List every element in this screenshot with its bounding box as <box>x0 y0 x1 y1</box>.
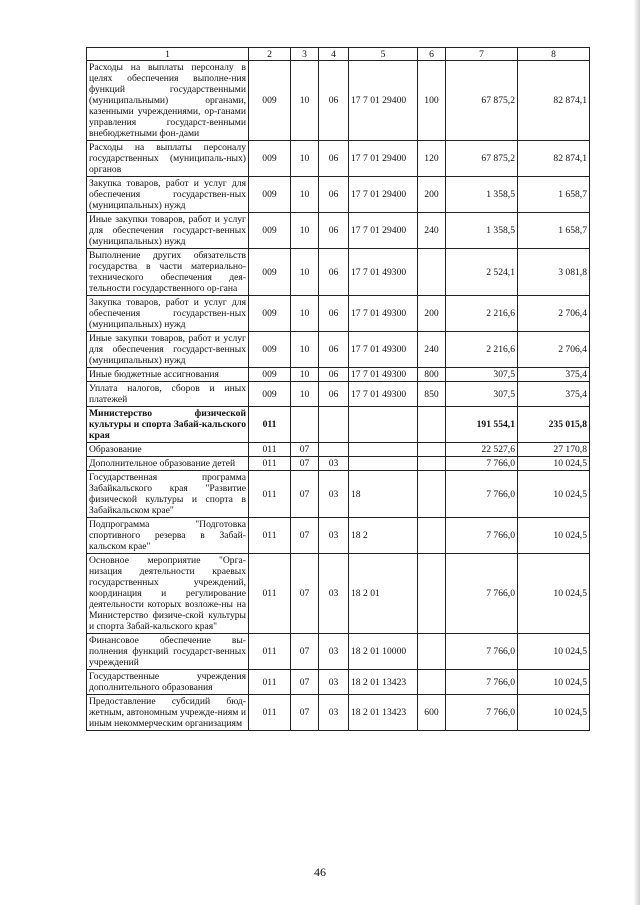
ministry-code-cell: 011 <box>249 457 291 471</box>
table-row <box>87 670 590 695</box>
header-cell: 7 <box>446 48 518 61</box>
section-cell: 10 <box>291 368 319 382</box>
table-row <box>87 695 590 731</box>
header-row <box>87 48 590 61</box>
target-article-cell <box>349 407 418 443</box>
section-cell: 07 <box>291 554 319 634</box>
row-name-cell: Основное мероприятие "Орга-низация деятельности краевых государственных учреждений, координация и регулирование деятельности которых возложе-ны на Министерство физиче-ской культуры и спорта Забай-кальского края" <box>87 554 249 634</box>
expense-type-cell <box>418 670 446 695</box>
row-name-cell: Государственная программа Забайкальского края "Развитие физической культуры и спорта в Забайкальском крае" <box>87 471 249 518</box>
amount-year2-cell: 82 874,1 <box>518 61 590 141</box>
amount-year2-cell: 375,4 <box>518 382 590 407</box>
section-cell: 10 <box>291 332 319 368</box>
expense-type-cell <box>418 471 446 518</box>
ministry-code-cell: 011 <box>249 695 291 731</box>
expense-type-cell: 240 <box>418 332 446 368</box>
target-article-cell: 17 7 01 49300 <box>349 332 418 368</box>
amount-year1-cell: 7 766,0 <box>446 695 518 731</box>
header-cell: 6 <box>418 48 446 61</box>
section-cell: 10 <box>291 213 319 249</box>
expense-type-cell <box>418 457 446 471</box>
amount-year2-cell: 235 015,8 <box>518 407 590 443</box>
ministry-code-cell: 009 <box>249 296 291 332</box>
amount-year1-cell: 307,5 <box>446 368 518 382</box>
subsection-cell: 03 <box>319 554 349 634</box>
table-row <box>87 554 590 634</box>
amount-year1-cell: 7 766,0 <box>446 457 518 471</box>
row-name-cell: Предоставление субсидий бюд-жетным, автономным учрежде-ниям и иным некоммерческим организациям <box>87 695 249 731</box>
amount-year1-cell: 22 527,6 <box>446 443 518 457</box>
subsection-cell: 06 <box>319 61 349 141</box>
table-row <box>87 249 590 296</box>
amount-year1-cell: 67 875,2 <box>446 141 518 177</box>
section-cell: 10 <box>291 141 319 177</box>
amount-year2-cell: 10 024,5 <box>518 634 590 670</box>
target-article-cell: 17 7 01 29400 <box>349 141 418 177</box>
page-number: 46 <box>314 865 326 879</box>
subsection-cell: 03 <box>319 695 349 731</box>
section-cell: 07 <box>291 443 319 457</box>
expense-type-cell <box>418 518 446 554</box>
expense-type-cell: 600 <box>418 695 446 731</box>
section-cell: 07 <box>291 457 319 471</box>
section-cell: 07 <box>291 695 319 731</box>
amount-year2-cell: 10 024,5 <box>518 695 590 731</box>
table-row <box>87 296 590 332</box>
amount-year1-cell: 7 766,0 <box>446 471 518 518</box>
expense-type-cell: 200 <box>418 296 446 332</box>
amount-year1-cell: 307,5 <box>446 382 518 407</box>
target-article-cell: 18 2 01 13423 <box>349 695 418 731</box>
target-article-cell: 17 7 01 49300 <box>349 382 418 407</box>
target-article-cell: 18 2 01 10000 <box>349 634 418 670</box>
table-row <box>87 443 590 457</box>
ministry-code-cell: 011 <box>249 634 291 670</box>
subsection-cell: 03 <box>319 518 349 554</box>
row-name-cell: Государственные учреждения дополнительного образования <box>87 670 249 695</box>
target-article-cell: 18 2 01 <box>349 554 418 634</box>
amount-year1-cell: 191 554,1 <box>446 407 518 443</box>
amount-year2-cell: 10 024,5 <box>518 518 590 554</box>
amount-year1-cell: 1 358,5 <box>446 213 518 249</box>
section-cell: 10 <box>291 177 319 213</box>
amount-year1-cell: 1 358,5 <box>446 177 518 213</box>
row-name-cell: Расходы на выплаты персоналу государственных (муниципаль-ных) органов <box>87 141 249 177</box>
section-cell <box>291 407 319 443</box>
amount-year2-cell: 10 024,5 <box>518 670 590 695</box>
ministry-code-cell: 009 <box>249 368 291 382</box>
subsection-cell: 06 <box>319 296 349 332</box>
table-row <box>87 457 590 471</box>
expense-type-cell <box>418 407 446 443</box>
table-row <box>87 141 590 177</box>
expense-type-cell: 120 <box>418 141 446 177</box>
ministry-code-cell: 011 <box>249 471 291 518</box>
ministry-code-cell: 009 <box>249 332 291 368</box>
row-name-cell: Закупка товаров, работ и услуг для обеспечения государствен-ных (муниципальных) нужд <box>87 177 249 213</box>
ministry-code-cell: 009 <box>249 213 291 249</box>
row-name-cell: Дополнительное образование детей <box>87 457 249 471</box>
amount-year1-cell: 2 216,6 <box>446 332 518 368</box>
expense-type-cell: 850 <box>418 382 446 407</box>
table-row <box>87 518 590 554</box>
amount-year1-cell: 7 766,0 <box>446 554 518 634</box>
target-article-cell: 17 7 01 49300 <box>349 368 418 382</box>
row-name-cell: Закупка товаров, работ и услуг для обеспечения государствен-ных (муниципальных) нужд <box>87 296 249 332</box>
row-name-cell: Образование <box>87 443 249 457</box>
row-name-cell: Расходы на выплаты персоналу в целях обеспечения выполне-ния функций государственными (муниципальными) органами, казенными учреждениями, ор-ганами управления государст-венными внебюджетными фон-дами <box>87 61 249 141</box>
section-cell: 07 <box>291 634 319 670</box>
row-name-cell: Министерство физической культуры и спорта Забай-кальского края <box>87 407 249 443</box>
amount-year2-cell: 1 658,7 <box>518 177 590 213</box>
subsection-cell: 03 <box>319 471 349 518</box>
header-cell: 2 <box>249 48 291 61</box>
target-article-cell <box>349 443 418 457</box>
target-article-cell: 17 7 01 29400 <box>349 61 418 141</box>
target-article-cell: 17 7 01 29400 <box>349 177 418 213</box>
amount-year2-cell: 3 081,8 <box>518 249 590 296</box>
expense-type-cell <box>418 443 446 457</box>
subsection-cell: 06 <box>319 382 349 407</box>
amount-year2-cell: 2 706,4 <box>518 332 590 368</box>
ministry-code-cell: 011 <box>249 443 291 457</box>
amount-year2-cell: 10 024,5 <box>518 457 590 471</box>
target-article-cell: 18 <box>349 471 418 518</box>
target-article-cell: 17 7 01 29400 <box>349 213 418 249</box>
amount-year2-cell: 375,4 <box>518 368 590 382</box>
section-cell: 07 <box>291 471 319 518</box>
section-cell: 10 <box>291 296 319 332</box>
budget-table <box>86 47 590 731</box>
expense-type-cell <box>418 249 446 296</box>
ministry-code-cell: 009 <box>249 382 291 407</box>
amount-year1-cell: 7 766,0 <box>446 670 518 695</box>
target-article-cell <box>349 457 418 471</box>
target-article-cell: 18 2 <box>349 518 418 554</box>
table-body <box>87 61 590 731</box>
subsection-cell: 06 <box>319 368 349 382</box>
subsection-cell: 06 <box>319 249 349 296</box>
expense-type-cell: 240 <box>418 213 446 249</box>
table-row <box>87 332 590 368</box>
scan-page-edge <box>634 0 640 905</box>
section-cell: 10 <box>291 382 319 407</box>
amount-year2-cell: 2 706,4 <box>518 296 590 332</box>
expense-type-cell <box>418 554 446 634</box>
row-name-cell: Финансовое обеспечение вы-полнения функций государст-венных учреждений <box>87 634 249 670</box>
subsection-cell: 06 <box>319 177 349 213</box>
section-cell: 10 <box>291 61 319 141</box>
table-row <box>87 368 590 382</box>
amount-year1-cell: 2 216,6 <box>446 296 518 332</box>
subsection-cell <box>319 407 349 443</box>
amount-year1-cell: 7 766,0 <box>446 634 518 670</box>
ministry-code-cell: 011 <box>249 670 291 695</box>
amount-year1-cell: 67 875,2 <box>446 61 518 141</box>
target-article-cell: 18 2 01 13423 <box>349 670 418 695</box>
table-row <box>87 213 590 249</box>
subsection-cell <box>319 443 349 457</box>
amount-year2-cell: 10 024,5 <box>518 554 590 634</box>
ministry-code-cell: 009 <box>249 177 291 213</box>
ministry-code-cell: 009 <box>249 141 291 177</box>
subsection-cell: 03 <box>319 670 349 695</box>
subsection-cell: 03 <box>319 634 349 670</box>
section-cell: 10 <box>291 249 319 296</box>
ministry-code-cell: 011 <box>249 554 291 634</box>
subsection-cell: 06 <box>319 332 349 368</box>
section-cell: 07 <box>291 518 319 554</box>
expense-type-cell <box>418 634 446 670</box>
ministry-code-cell: 011 <box>249 518 291 554</box>
table-row <box>87 61 590 141</box>
table-row <box>87 382 590 407</box>
amount-year1-cell: 7 766,0 <box>446 518 518 554</box>
header-cell: 5 <box>349 48 418 61</box>
header-cell: 8 <box>518 48 590 61</box>
table-row <box>87 177 590 213</box>
amount-year2-cell: 10 024,5 <box>518 471 590 518</box>
table-row <box>87 471 590 518</box>
row-name-cell: Иные закупки товаров, работ и услуг для обеспечения государст-венных (муниципальных) нужд <box>87 332 249 368</box>
header-cell: 4 <box>319 48 349 61</box>
row-name-cell: Подпрограмма "Подготовка спортивного резерва в Забай-кальском крае" <box>87 518 249 554</box>
row-name-cell: Выполнение других обязательств государства в части материально-технического обеспечения дея-тельности государственного ор-гана <box>87 249 249 296</box>
subsection-cell: 06 <box>319 141 349 177</box>
table-row <box>87 634 590 670</box>
ministry-code-cell: 011 <box>249 407 291 443</box>
expense-type-cell: 200 <box>418 177 446 213</box>
header-cell: 3 <box>291 48 319 61</box>
target-article-cell: 17 7 01 49300 <box>349 296 418 332</box>
expense-type-cell: 100 <box>418 61 446 141</box>
ministry-code-cell: 009 <box>249 249 291 296</box>
amount-year2-cell: 27 170,8 <box>518 443 590 457</box>
amount-year1-cell: 2 524,1 <box>446 249 518 296</box>
section-cell: 07 <box>291 670 319 695</box>
subsection-cell: 06 <box>319 213 349 249</box>
amount-year2-cell: 82 874,1 <box>518 141 590 177</box>
header-cell: 1 <box>87 48 249 61</box>
target-article-cell: 17 7 01 49300 <box>349 249 418 296</box>
expense-type-cell: 800 <box>418 368 446 382</box>
row-name-cell: Иные бюджетные ассигнования <box>87 368 249 382</box>
subsection-cell: 03 <box>319 457 349 471</box>
ministry-code-cell: 009 <box>249 61 291 141</box>
row-name-cell: Уплата налогов, сборов и иных платежей <box>87 382 249 407</box>
amount-year2-cell: 1 658,7 <box>518 213 590 249</box>
row-name-cell: Иные закупки товаров, работ и услуг для обеспечения государст-венных (муниципальных) нужд <box>87 213 249 249</box>
table-row <box>87 407 590 443</box>
